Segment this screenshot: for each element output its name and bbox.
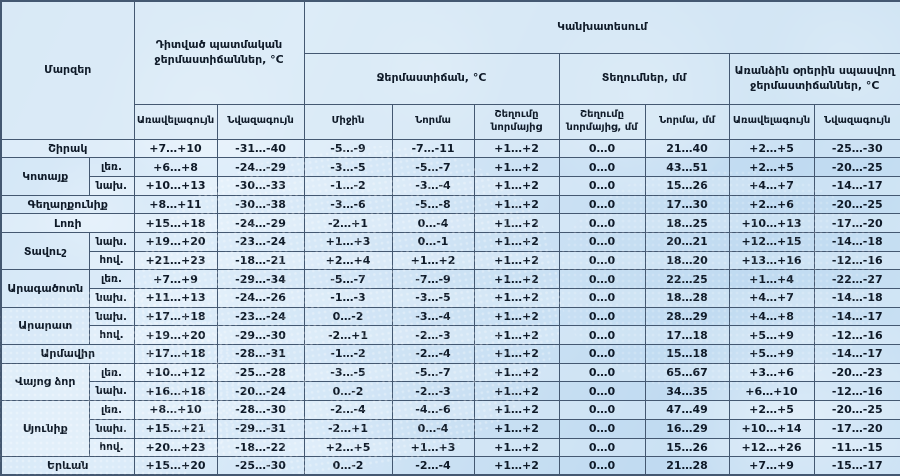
value-cell: +1…+3 bbox=[304, 232, 392, 251]
header-col-mean: Միջին bbox=[304, 104, 392, 139]
value-cell: +19…+20 bbox=[134, 232, 217, 251]
value-cell: -18…-21 bbox=[217, 251, 304, 270]
value-cell: -1…-2 bbox=[304, 176, 392, 195]
value-cell: +1…+2 bbox=[474, 176, 559, 195]
value-cell: 0…0 bbox=[559, 232, 645, 251]
value-cell: +6…+8 bbox=[134, 158, 217, 177]
value-cell: -25…-30 bbox=[814, 139, 900, 158]
value-cell: 0…0 bbox=[559, 176, 645, 195]
value-cell: 21…28 bbox=[645, 457, 729, 476]
value-cell: 47…49 bbox=[645, 401, 729, 420]
value-cell: -24…-29 bbox=[217, 214, 304, 233]
value-cell: +1…+2 bbox=[474, 382, 559, 401]
value-cell: 0…0 bbox=[559, 457, 645, 476]
value-cell: -5…-7 bbox=[304, 270, 392, 289]
value-cell: +10…+12 bbox=[134, 363, 217, 382]
header-regions: Մարզեր bbox=[1, 1, 134, 139]
table-body bbox=[1, 139, 900, 475]
value-cell: +15…+20 bbox=[134, 457, 217, 476]
value-cell: 0…0 bbox=[559, 326, 645, 345]
value-cell: +7…+9 bbox=[729, 457, 814, 476]
value-cell: -24…-26 bbox=[217, 289, 304, 308]
value-cell: -4…-6 bbox=[392, 401, 474, 420]
value-cell: +1…+2 bbox=[474, 139, 559, 158]
value-cell: 28…29 bbox=[645, 307, 729, 326]
value-cell: 0…0 bbox=[559, 363, 645, 382]
value-cell: 15…18 bbox=[645, 345, 729, 364]
value-cell: -3…-4 bbox=[392, 307, 474, 326]
value-cell: +1…+2 bbox=[474, 401, 559, 420]
value-cell: -20…-25 bbox=[814, 158, 900, 177]
value-cell: -20…-25 bbox=[814, 401, 900, 420]
value-cell: -14…-18 bbox=[814, 289, 900, 308]
value-cell: -20…-23 bbox=[814, 363, 900, 382]
value-cell: +7…+9 bbox=[134, 270, 217, 289]
value-cell: 18…20 bbox=[645, 251, 729, 270]
region-name-cell: Կոտայք bbox=[1, 158, 89, 195]
value-cell: -1…-3 bbox=[304, 289, 392, 308]
value-cell: +2…+6 bbox=[729, 195, 814, 214]
header-col-norm-mm: Նորմա, մմ bbox=[645, 104, 729, 139]
value-cell: 0…0 bbox=[559, 307, 645, 326]
value-cell: 43…51 bbox=[645, 158, 729, 177]
header-row-1 bbox=[1, 1, 900, 53]
zone-cell: հով. bbox=[89, 438, 134, 457]
table-row bbox=[1, 401, 900, 420]
value-cell: +17…+18 bbox=[134, 307, 217, 326]
table-row bbox=[1, 363, 900, 382]
value-cell: -22…-27 bbox=[814, 270, 900, 289]
region-name-cell: Արագածոտն bbox=[1, 270, 89, 307]
value-cell: 0…-4 bbox=[392, 214, 474, 233]
value-cell: +1…+2 bbox=[474, 195, 559, 214]
value-cell: -2…-4 bbox=[392, 345, 474, 364]
value-cell: -23…-24 bbox=[217, 307, 304, 326]
value-cell: +1…+2 bbox=[474, 214, 559, 233]
table-row bbox=[1, 419, 900, 438]
table-row bbox=[1, 326, 900, 345]
region-name-cell: Արմավիր bbox=[1, 345, 134, 364]
value-cell: -2…-4 bbox=[304, 401, 392, 420]
table-row bbox=[1, 438, 900, 457]
value-cell: +1…+2 bbox=[474, 419, 559, 438]
table-row bbox=[1, 345, 900, 364]
value-cell: +10…+13 bbox=[134, 176, 217, 195]
value-cell: -14…-17 bbox=[814, 345, 900, 364]
value-cell: -25…-30 bbox=[217, 457, 304, 476]
value-cell: +1…+2 bbox=[474, 307, 559, 326]
value-cell: -20…-24 bbox=[217, 382, 304, 401]
value-cell: -3…-4 bbox=[392, 176, 474, 195]
table-row bbox=[1, 232, 900, 251]
value-cell: +2…+5 bbox=[304, 438, 392, 457]
zone-cell: հով. bbox=[89, 251, 134, 270]
zone-cell: նախ. bbox=[89, 307, 134, 326]
value-cell: -30…-33 bbox=[217, 176, 304, 195]
value-cell: +1…+3 bbox=[392, 438, 474, 457]
value-cell: 0…0 bbox=[559, 382, 645, 401]
value-cell: +1…+2 bbox=[474, 270, 559, 289]
value-cell: -14…-18 bbox=[814, 232, 900, 251]
value-cell: 0…-2 bbox=[304, 382, 392, 401]
value-cell: -28…-31 bbox=[217, 345, 304, 364]
header-observed-group: Դիտված պատմական ջերմաստիճաններ, °C bbox=[134, 1, 304, 104]
value-cell: -2…+1 bbox=[304, 214, 392, 233]
value-cell: -3…-6 bbox=[304, 195, 392, 214]
value-cell: +4…+7 bbox=[729, 289, 814, 308]
value-cell: -29…-34 bbox=[217, 270, 304, 289]
region-name-cell: Երևան bbox=[1, 457, 134, 476]
value-cell: +8…+11 bbox=[134, 195, 217, 214]
value-cell: 18…25 bbox=[645, 214, 729, 233]
zone-cell: լեռ. bbox=[89, 158, 134, 177]
value-cell: -17…-20 bbox=[814, 419, 900, 438]
value-cell: -11…-15 bbox=[814, 438, 900, 457]
value-cell: +2…+5 bbox=[729, 158, 814, 177]
value-cell: +21…+23 bbox=[134, 251, 217, 270]
value-cell: 15…26 bbox=[645, 176, 729, 195]
value-cell: -25…-28 bbox=[217, 363, 304, 382]
value-cell: +1…+2 bbox=[474, 363, 559, 382]
value-cell: 0…0 bbox=[559, 214, 645, 233]
value-cell: +10…+14 bbox=[729, 419, 814, 438]
value-cell: +2…+5 bbox=[729, 139, 814, 158]
value-cell: +12…+26 bbox=[729, 438, 814, 457]
table-row bbox=[1, 457, 900, 476]
value-cell: +10…+13 bbox=[729, 214, 814, 233]
table-row bbox=[1, 270, 900, 289]
value-cell: -2…+1 bbox=[304, 326, 392, 345]
value-cell: 16…29 bbox=[645, 419, 729, 438]
value-cell: +1…+2 bbox=[474, 457, 559, 476]
value-cell: 17…30 bbox=[645, 195, 729, 214]
value-cell: -5…-8 bbox=[392, 195, 474, 214]
value-cell: +15…+18 bbox=[134, 214, 217, 233]
value-cell: 20…21 bbox=[645, 232, 729, 251]
value-cell: -24…-29 bbox=[217, 158, 304, 177]
value-cell: -7…-11 bbox=[392, 139, 474, 158]
value-cell: +5…+9 bbox=[729, 326, 814, 345]
value-cell: +7…+10 bbox=[134, 139, 217, 158]
value-cell: 0…0 bbox=[559, 289, 645, 308]
header-temperature-group: Ջերմաստիճան, °C bbox=[304, 53, 559, 104]
header-col-observed-max: Առավելագույն bbox=[134, 104, 217, 139]
value-cell: +1…+2 bbox=[474, 326, 559, 345]
value-cell: 0…0 bbox=[559, 419, 645, 438]
region-name-cell: Վայոց ձոր bbox=[1, 363, 89, 400]
value-cell: 65…67 bbox=[645, 363, 729, 382]
value-cell: 0…0 bbox=[559, 251, 645, 270]
value-cell: +1…+2 bbox=[474, 289, 559, 308]
value-cell: 0…0 bbox=[559, 139, 645, 158]
value-cell: 0…-2 bbox=[304, 307, 392, 326]
value-cell: 0…-1 bbox=[392, 232, 474, 251]
table-row bbox=[1, 139, 900, 158]
zone-cell: նախ. bbox=[89, 419, 134, 438]
value-cell: -12…-16 bbox=[814, 251, 900, 270]
value-cell: -1…-2 bbox=[304, 345, 392, 364]
region-name-cell: Գեղարքունիք bbox=[1, 195, 134, 214]
region-name-cell: Լոռի bbox=[1, 214, 134, 233]
header-col-deviation: Շեղումը նորմայից bbox=[474, 104, 559, 139]
value-cell: -14…-17 bbox=[814, 176, 900, 195]
region-name-cell: Շիրակ bbox=[1, 139, 134, 158]
value-cell: -12…-16 bbox=[814, 326, 900, 345]
value-cell: +1…+2 bbox=[474, 438, 559, 457]
value-cell: 0…0 bbox=[559, 158, 645, 177]
value-cell: -7…-9 bbox=[392, 270, 474, 289]
value-cell: -23…-24 bbox=[217, 232, 304, 251]
header-col-observed-min: Նվազագույն bbox=[217, 104, 304, 139]
value-cell: 17…18 bbox=[645, 326, 729, 345]
table-row bbox=[1, 195, 900, 214]
value-cell: -15…-17 bbox=[814, 457, 900, 476]
value-cell: +6…+10 bbox=[729, 382, 814, 401]
value-cell: -5…-9 bbox=[304, 139, 392, 158]
value-cell: 34…35 bbox=[645, 382, 729, 401]
header-precipitation-group: Տեղումներ, մմ bbox=[559, 53, 729, 104]
table-header bbox=[1, 1, 900, 139]
value-cell: -5…-7 bbox=[392, 158, 474, 177]
value-cell: -29…-30 bbox=[217, 326, 304, 345]
value-cell: +15…+21 bbox=[134, 419, 217, 438]
table-row bbox=[1, 307, 900, 326]
value-cell: -20…-25 bbox=[814, 195, 900, 214]
value-cell: -30…-38 bbox=[217, 195, 304, 214]
value-cell: +17…+18 bbox=[134, 345, 217, 364]
value-cell: -2…+1 bbox=[304, 419, 392, 438]
value-cell: +16…+18 bbox=[134, 382, 217, 401]
header-col-deviation-mm: Շեղումը նորմայից, մմ bbox=[559, 104, 645, 139]
value-cell: +20…+23 bbox=[134, 438, 217, 457]
value-cell: +12…+15 bbox=[729, 232, 814, 251]
value-cell: 18…28 bbox=[645, 289, 729, 308]
header-col-expected-min: Նվազագույն bbox=[814, 104, 900, 139]
value-cell: +2…+5 bbox=[729, 401, 814, 420]
header-forecast: Կանխատեսում bbox=[304, 1, 900, 53]
value-cell: -31…-40 bbox=[217, 139, 304, 158]
value-cell: -2…-3 bbox=[392, 326, 474, 345]
header-row-3 bbox=[1, 104, 900, 139]
value-cell: +1…+2 bbox=[474, 345, 559, 364]
value-cell: -5…-7 bbox=[392, 363, 474, 382]
value-cell: +1…+2 bbox=[474, 251, 559, 270]
value-cell: +1…+4 bbox=[729, 270, 814, 289]
value-cell: +4…+7 bbox=[729, 176, 814, 195]
table-row bbox=[1, 176, 900, 195]
value-cell: 22…25 bbox=[645, 270, 729, 289]
value-cell: -18…-22 bbox=[217, 438, 304, 457]
value-cell: 0…0 bbox=[559, 345, 645, 364]
value-cell: +11…+13 bbox=[134, 289, 217, 308]
zone-cell: նախ. bbox=[89, 232, 134, 251]
value-cell: -14…-17 bbox=[814, 307, 900, 326]
header-col-norm: Նորմա bbox=[392, 104, 474, 139]
value-cell: +3…+6 bbox=[729, 363, 814, 382]
value-cell: 0…-4 bbox=[392, 419, 474, 438]
value-cell: 0…0 bbox=[559, 270, 645, 289]
value-cell: -17…-20 bbox=[814, 214, 900, 233]
table-row bbox=[1, 289, 900, 308]
zone-cell: լեռ. bbox=[89, 270, 134, 289]
value-cell: +4…+8 bbox=[729, 307, 814, 326]
value-cell: +1…+2 bbox=[474, 158, 559, 177]
value-cell: +19…+20 bbox=[134, 326, 217, 345]
value-cell: -3…-5 bbox=[304, 158, 392, 177]
value-cell: 0…-2 bbox=[304, 457, 392, 476]
table-row bbox=[1, 158, 900, 177]
value-cell: 0…0 bbox=[559, 401, 645, 420]
table-row bbox=[1, 214, 900, 233]
zone-cell: լեռ. bbox=[89, 401, 134, 420]
value-cell: -12…-16 bbox=[814, 382, 900, 401]
value-cell: +5…+9 bbox=[729, 345, 814, 364]
header-individual-days-group: Առանձին օրերին սպասվող ջերմաստիճաններ, °C bbox=[729, 53, 900, 104]
table-row bbox=[1, 382, 900, 401]
table-row bbox=[1, 251, 900, 270]
value-cell: +8…+10 bbox=[134, 401, 217, 420]
value-cell: -2…-4 bbox=[392, 457, 474, 476]
zone-cell: նախ. bbox=[89, 176, 134, 195]
zone-cell: նախ. bbox=[89, 382, 134, 401]
region-name-cell: Արարատ bbox=[1, 307, 89, 344]
value-cell: +2…+4 bbox=[304, 251, 392, 270]
region-name-cell: Տավուշ bbox=[1, 232, 89, 269]
value-cell: -3…-5 bbox=[304, 363, 392, 382]
value-cell: +1…+2 bbox=[474, 232, 559, 251]
value-cell: +13…+16 bbox=[729, 251, 814, 270]
zone-cell: լեռ. bbox=[89, 363, 134, 382]
value-cell: 0…0 bbox=[559, 438, 645, 457]
value-cell: -3…-5 bbox=[392, 289, 474, 308]
header-col-expected-max: Առավելագույն bbox=[729, 104, 814, 139]
zone-cell: նախ. bbox=[89, 289, 134, 308]
value-cell: +1…+2 bbox=[392, 251, 474, 270]
value-cell: -2…-3 bbox=[392, 382, 474, 401]
zone-cell: հով. bbox=[89, 326, 134, 345]
region-name-cell: Սյունիք bbox=[1, 401, 89, 457]
value-cell: -28…-30 bbox=[217, 401, 304, 420]
value-cell: 15…26 bbox=[645, 438, 729, 457]
value-cell: 0…0 bbox=[559, 195, 645, 214]
value-cell: 21…40 bbox=[645, 139, 729, 158]
value-cell: -29…-31 bbox=[217, 419, 304, 438]
